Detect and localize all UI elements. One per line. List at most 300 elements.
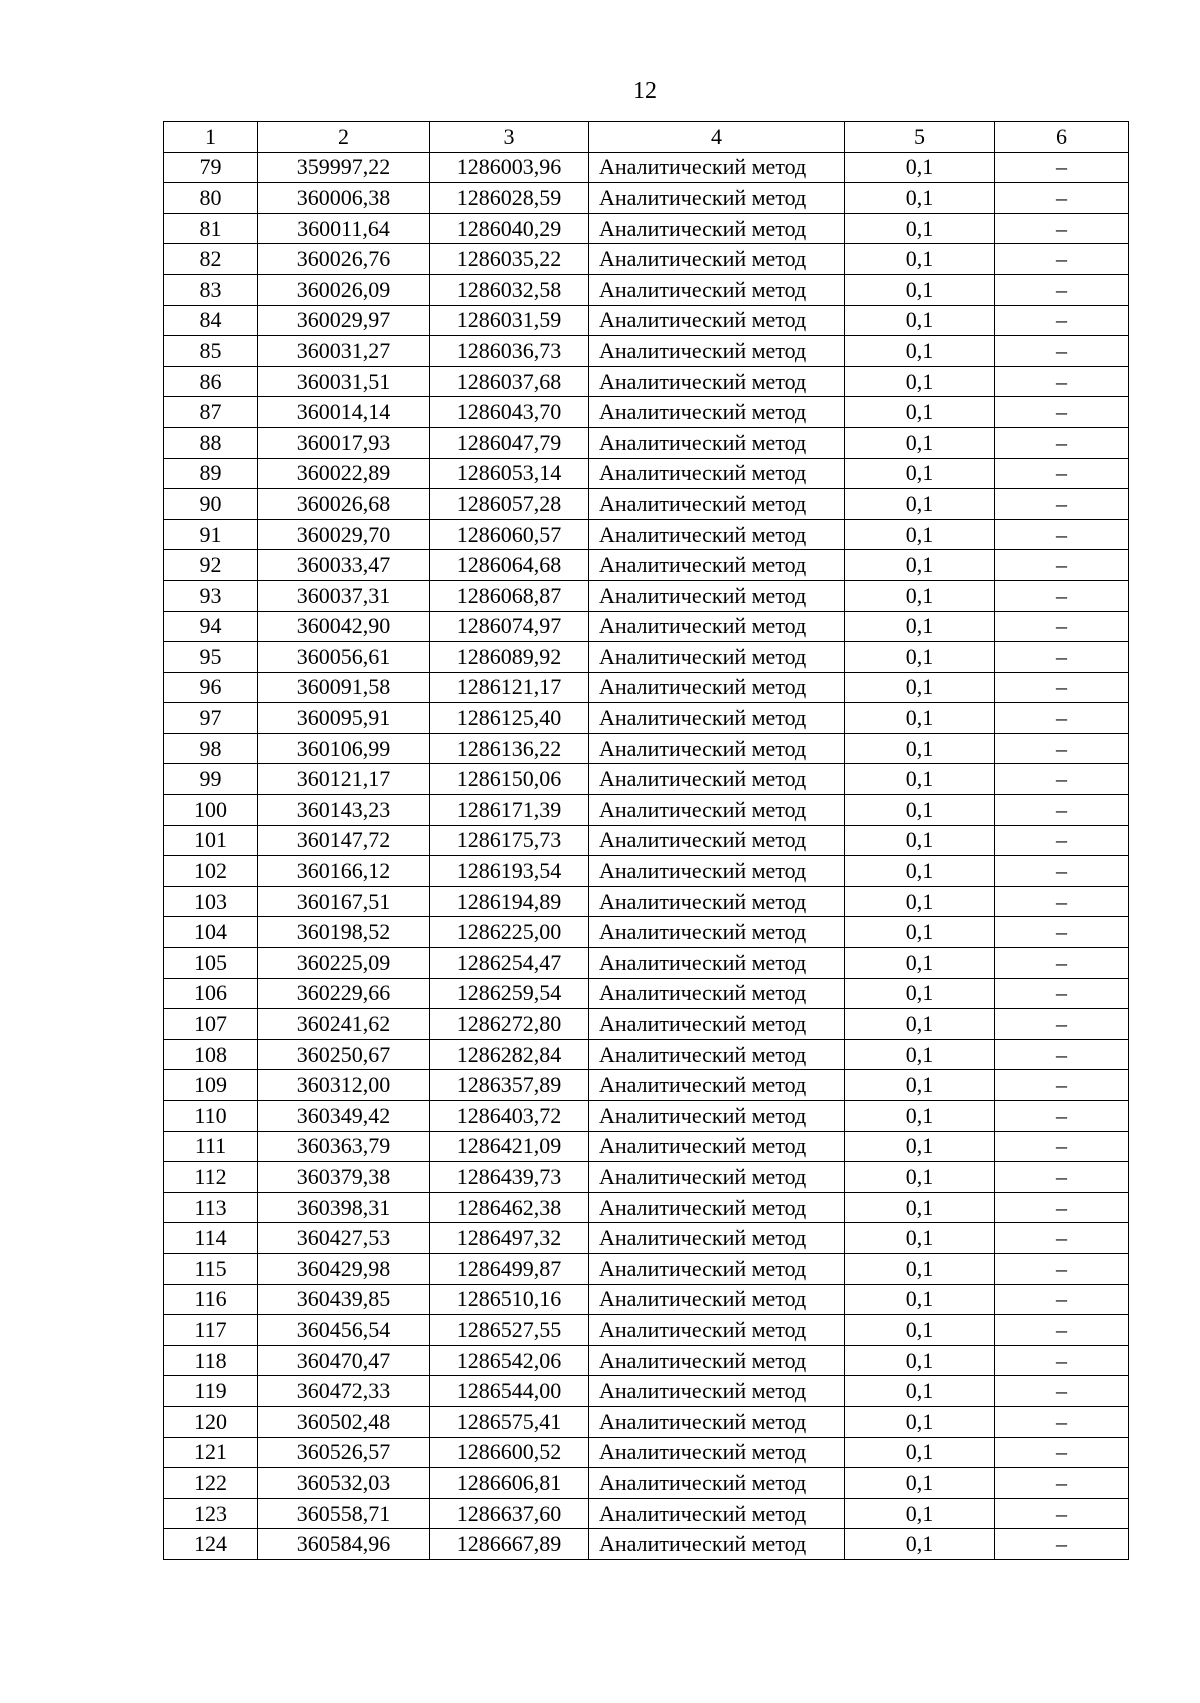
x-coordinate-cell: 360429,98 xyxy=(258,1253,430,1284)
x-coordinate-cell: 360349,42 xyxy=(258,1101,430,1132)
table-row xyxy=(164,580,1129,611)
y-coordinate-cell: 1286136,22 xyxy=(430,733,589,764)
y-coordinate-cell: 1286510,16 xyxy=(430,1284,589,1315)
point-number-cell: 110 xyxy=(164,1101,258,1132)
y-coordinate-cell: 1286606,81 xyxy=(430,1468,589,1499)
accuracy-cell: 0,1 xyxy=(845,336,995,367)
accuracy-cell: 0,1 xyxy=(845,1192,995,1223)
y-coordinate-cell: 1286194,89 xyxy=(430,886,589,917)
page-number: 12 xyxy=(633,78,657,104)
point-number-cell: 105 xyxy=(164,948,258,979)
table-row xyxy=(164,274,1129,305)
table-row xyxy=(164,1498,1129,1529)
x-coordinate-cell: 360022,89 xyxy=(258,458,430,489)
point-number-cell: 99 xyxy=(164,764,258,795)
accuracy-cell: 0,1 xyxy=(845,856,995,887)
accuracy-cell: 0,1 xyxy=(845,1039,995,1070)
method-cell: Аналитический метод xyxy=(589,672,845,703)
x-coordinate-cell: 360029,97 xyxy=(258,305,430,336)
y-coordinate-cell: 1286060,57 xyxy=(430,519,589,550)
x-coordinate-cell: 360427,53 xyxy=(258,1223,430,1254)
note-cell: – xyxy=(995,611,1129,642)
table-row xyxy=(164,1101,1129,1132)
table-row xyxy=(164,795,1129,826)
table-row xyxy=(164,886,1129,917)
accuracy-cell: 0,1 xyxy=(845,427,995,458)
accuracy-cell: 0,1 xyxy=(845,1284,995,1315)
table-row xyxy=(164,703,1129,734)
x-coordinate-cell: 360011,64 xyxy=(258,213,430,244)
accuracy-cell: 0,1 xyxy=(845,305,995,336)
y-coordinate-cell: 1286121,17 xyxy=(430,672,589,703)
x-coordinate-cell: 360031,27 xyxy=(258,336,430,367)
y-coordinate-cell: 1286497,32 xyxy=(430,1223,589,1254)
method-cell: Аналитический метод xyxy=(589,366,845,397)
method-cell: Аналитический метод xyxy=(589,397,845,428)
table-row xyxy=(164,397,1129,428)
method-cell: Аналитический метод xyxy=(589,1131,845,1162)
note-cell: – xyxy=(995,274,1129,305)
method-cell: Аналитический метод xyxy=(589,1009,845,1040)
point-number-cell: 103 xyxy=(164,886,258,917)
accuracy-cell: 0,1 xyxy=(845,213,995,244)
table-row xyxy=(164,336,1129,367)
table-row xyxy=(164,1437,1129,1468)
x-coordinate-cell: 360014,14 xyxy=(258,397,430,428)
accuracy-cell: 0,1 xyxy=(845,1529,995,1560)
accuracy-cell: 0,1 xyxy=(845,1009,995,1040)
table-row xyxy=(164,948,1129,979)
point-number-cell: 94 xyxy=(164,611,258,642)
method-cell: Аналитический метод xyxy=(589,458,845,489)
method-cell: Аналитический метод xyxy=(589,948,845,979)
x-coordinate-cell: 360363,79 xyxy=(258,1131,430,1162)
accuracy-cell: 0,1 xyxy=(845,825,995,856)
point-number-cell: 124 xyxy=(164,1529,258,1560)
table-row xyxy=(164,1468,1129,1499)
point-number-cell: 123 xyxy=(164,1498,258,1529)
y-coordinate-cell: 1286544,00 xyxy=(430,1376,589,1407)
note-cell: – xyxy=(995,519,1129,550)
x-coordinate-cell: 360037,31 xyxy=(258,580,430,611)
table-row xyxy=(164,1315,1129,1346)
y-coordinate-cell: 1286171,39 xyxy=(430,795,589,826)
x-coordinate-cell: 360229,66 xyxy=(258,978,430,1009)
x-coordinate-cell: 360502,48 xyxy=(258,1406,430,1437)
table-row xyxy=(164,489,1129,520)
table-row xyxy=(164,1223,1129,1254)
table-row xyxy=(164,764,1129,795)
accuracy-cell: 0,1 xyxy=(845,458,995,489)
table-row xyxy=(164,825,1129,856)
x-coordinate-cell: 360398,31 xyxy=(258,1192,430,1223)
table-row xyxy=(164,183,1129,214)
note-cell: – xyxy=(995,764,1129,795)
x-coordinate-cell: 360470,47 xyxy=(258,1345,430,1376)
method-cell: Аналитический метод xyxy=(589,611,845,642)
note-cell: – xyxy=(995,183,1129,214)
note-cell: – xyxy=(995,795,1129,826)
accuracy-cell: 0,1 xyxy=(845,183,995,214)
x-coordinate-cell: 360225,09 xyxy=(258,948,430,979)
point-number-cell: 111 xyxy=(164,1131,258,1162)
point-number-cell: 90 xyxy=(164,489,258,520)
note-cell: – xyxy=(995,1376,1129,1407)
accuracy-cell: 0,1 xyxy=(845,795,995,826)
accuracy-cell: 0,1 xyxy=(845,886,995,917)
note-cell: – xyxy=(995,1223,1129,1254)
point-number-cell: 120 xyxy=(164,1406,258,1437)
point-number-cell: 112 xyxy=(164,1162,258,1193)
column-header: 6 xyxy=(995,122,1129,153)
method-cell: Аналитический метод xyxy=(589,1101,845,1132)
note-cell: – xyxy=(995,244,1129,275)
point-number-cell: 92 xyxy=(164,550,258,581)
y-coordinate-cell: 1286193,54 xyxy=(430,856,589,887)
x-coordinate-cell: 360379,38 xyxy=(258,1162,430,1193)
accuracy-cell: 0,1 xyxy=(845,580,995,611)
note-cell: – xyxy=(995,672,1129,703)
note-cell: – xyxy=(995,305,1129,336)
y-coordinate-cell: 1286272,80 xyxy=(430,1009,589,1040)
accuracy-cell: 0,1 xyxy=(845,274,995,305)
y-coordinate-cell: 1286403,72 xyxy=(430,1101,589,1132)
note-cell: – xyxy=(995,1345,1129,1376)
table-row xyxy=(164,1039,1129,1070)
method-cell: Аналитический метод xyxy=(589,1039,845,1070)
point-number-cell: 89 xyxy=(164,458,258,489)
note-cell: – xyxy=(995,1101,1129,1132)
method-cell: Аналитический метод xyxy=(589,550,845,581)
x-coordinate-cell: 360031,51 xyxy=(258,366,430,397)
point-number-cell: 109 xyxy=(164,1070,258,1101)
x-coordinate-cell: 360056,61 xyxy=(258,642,430,673)
y-coordinate-cell: 1286125,40 xyxy=(430,703,589,734)
method-cell: Аналитический метод xyxy=(589,1223,845,1254)
y-coordinate-cell: 1286254,47 xyxy=(430,948,589,979)
note-cell: – xyxy=(995,642,1129,673)
note-cell: – xyxy=(995,825,1129,856)
point-number-cell: 97 xyxy=(164,703,258,734)
column-header: 4 xyxy=(589,122,845,153)
method-cell: Аналитический метод xyxy=(589,642,845,673)
accuracy-cell: 0,1 xyxy=(845,1498,995,1529)
y-coordinate-cell: 1286600,52 xyxy=(430,1437,589,1468)
note-cell: – xyxy=(995,489,1129,520)
table-row xyxy=(164,1070,1129,1101)
x-coordinate-cell: 360147,72 xyxy=(258,825,430,856)
point-number-cell: 117 xyxy=(164,1315,258,1346)
y-coordinate-cell: 1286637,60 xyxy=(430,1498,589,1529)
point-number-cell: 87 xyxy=(164,397,258,428)
table-row xyxy=(164,642,1129,673)
point-number-cell: 82 xyxy=(164,244,258,275)
method-cell: Аналитический метод xyxy=(589,764,845,795)
point-number-cell: 114 xyxy=(164,1223,258,1254)
point-number-cell: 101 xyxy=(164,825,258,856)
table-row xyxy=(164,1376,1129,1407)
note-cell: – xyxy=(995,1039,1129,1070)
method-cell: Аналитический метод xyxy=(589,1376,845,1407)
accuracy-cell: 0,1 xyxy=(845,764,995,795)
method-cell: Аналитический метод xyxy=(589,856,845,887)
note-cell: – xyxy=(995,427,1129,458)
note-cell: – xyxy=(995,580,1129,611)
note-cell: – xyxy=(995,703,1129,734)
point-number-cell: 108 xyxy=(164,1039,258,1070)
method-cell: Аналитический метод xyxy=(589,1315,845,1346)
point-number-cell: 102 xyxy=(164,856,258,887)
method-cell: Аналитический метод xyxy=(589,274,845,305)
y-coordinate-cell: 1286357,89 xyxy=(430,1070,589,1101)
x-coordinate-cell: 360584,96 xyxy=(258,1529,430,1560)
method-cell: Аналитический метод xyxy=(589,1070,845,1101)
point-number-cell: 104 xyxy=(164,917,258,948)
accuracy-cell: 0,1 xyxy=(845,1162,995,1193)
table-row xyxy=(164,458,1129,489)
method-cell: Аналитический метод xyxy=(589,917,845,948)
method-cell: Аналитический метод xyxy=(589,336,845,367)
x-coordinate-cell: 359997,22 xyxy=(258,152,430,183)
y-coordinate-cell: 1286421,09 xyxy=(430,1131,589,1162)
note-cell: – xyxy=(995,917,1129,948)
method-cell: Аналитический метод xyxy=(589,1498,845,1529)
x-coordinate-cell: 360456,54 xyxy=(258,1315,430,1346)
method-cell: Аналитический метод xyxy=(589,1284,845,1315)
accuracy-cell: 0,1 xyxy=(845,550,995,581)
table-row xyxy=(164,1162,1129,1193)
method-cell: Аналитический метод xyxy=(589,978,845,1009)
note-cell: – xyxy=(995,1315,1129,1346)
method-cell: Аналитический метод xyxy=(589,427,845,458)
accuracy-cell: 0,1 xyxy=(845,1376,995,1407)
x-coordinate-cell: 360029,70 xyxy=(258,519,430,550)
note-cell: – xyxy=(995,458,1129,489)
table-row xyxy=(164,519,1129,550)
method-cell: Аналитический метод xyxy=(589,1345,845,1376)
table-header-row xyxy=(164,122,1129,153)
accuracy-cell: 0,1 xyxy=(845,1345,995,1376)
point-number-cell: 113 xyxy=(164,1192,258,1223)
method-cell: Аналитический метод xyxy=(589,703,845,734)
note-cell: – xyxy=(995,397,1129,428)
accuracy-cell: 0,1 xyxy=(845,948,995,979)
table-row xyxy=(164,1192,1129,1223)
accuracy-cell: 0,1 xyxy=(845,1437,995,1468)
column-header: 2 xyxy=(258,122,430,153)
y-coordinate-cell: 1286225,00 xyxy=(430,917,589,948)
coordinates-table xyxy=(163,121,1129,1560)
accuracy-cell: 0,1 xyxy=(845,611,995,642)
method-cell: Аналитический метод xyxy=(589,489,845,520)
table-row xyxy=(164,733,1129,764)
point-number-cell: 98 xyxy=(164,733,258,764)
note-cell: – xyxy=(995,1284,1129,1315)
y-coordinate-cell: 1286064,68 xyxy=(430,550,589,581)
x-coordinate-cell: 360198,52 xyxy=(258,917,430,948)
point-number-cell: 115 xyxy=(164,1253,258,1284)
y-coordinate-cell: 1286439,73 xyxy=(430,1162,589,1193)
column-header: 1 xyxy=(164,122,258,153)
point-number-cell: 122 xyxy=(164,1468,258,1499)
y-coordinate-cell: 1286031,59 xyxy=(430,305,589,336)
note-cell: – xyxy=(995,978,1129,1009)
y-coordinate-cell: 1286089,92 xyxy=(430,642,589,673)
table-row xyxy=(164,427,1129,458)
table-row xyxy=(164,1406,1129,1437)
point-number-cell: 88 xyxy=(164,427,258,458)
note-cell: – xyxy=(995,1437,1129,1468)
table-row xyxy=(164,152,1129,183)
table-row xyxy=(164,1345,1129,1376)
point-number-cell: 116 xyxy=(164,1284,258,1315)
point-number-cell: 107 xyxy=(164,1009,258,1040)
note-cell: – xyxy=(995,1406,1129,1437)
note-cell: – xyxy=(995,213,1129,244)
accuracy-cell: 0,1 xyxy=(845,703,995,734)
note-cell: – xyxy=(995,886,1129,917)
x-coordinate-cell: 360472,33 xyxy=(258,1376,430,1407)
accuracy-cell: 0,1 xyxy=(845,1131,995,1162)
table-row xyxy=(164,366,1129,397)
point-number-cell: 85 xyxy=(164,336,258,367)
accuracy-cell: 0,1 xyxy=(845,978,995,1009)
note-cell: – xyxy=(995,856,1129,887)
x-coordinate-cell: 360526,57 xyxy=(258,1437,430,1468)
table-row xyxy=(164,1284,1129,1315)
point-number-cell: 83 xyxy=(164,274,258,305)
method-cell: Аналитический метод xyxy=(589,152,845,183)
accuracy-cell: 0,1 xyxy=(845,733,995,764)
y-coordinate-cell: 1286150,06 xyxy=(430,764,589,795)
y-coordinate-cell: 1286667,89 xyxy=(430,1529,589,1560)
accuracy-cell: 0,1 xyxy=(845,244,995,275)
accuracy-cell: 0,1 xyxy=(845,1315,995,1346)
note-cell: – xyxy=(995,366,1129,397)
y-coordinate-cell: 1286035,22 xyxy=(430,244,589,275)
note-cell: – xyxy=(995,1529,1129,1560)
x-coordinate-cell: 360167,51 xyxy=(258,886,430,917)
method-cell: Аналитический метод xyxy=(589,886,845,917)
note-cell: – xyxy=(995,1131,1129,1162)
table-row xyxy=(164,1009,1129,1040)
x-coordinate-cell: 360312,00 xyxy=(258,1070,430,1101)
method-cell: Аналитический метод xyxy=(589,213,845,244)
point-number-cell: 93 xyxy=(164,580,258,611)
method-cell: Аналитический метод xyxy=(589,1192,845,1223)
table-row xyxy=(164,305,1129,336)
accuracy-cell: 0,1 xyxy=(845,1406,995,1437)
accuracy-cell: 0,1 xyxy=(845,519,995,550)
note-cell: – xyxy=(995,1468,1129,1499)
note-cell: – xyxy=(995,733,1129,764)
method-cell: Аналитический метод xyxy=(589,1162,845,1193)
y-coordinate-cell: 1286053,14 xyxy=(430,458,589,489)
method-cell: Аналитический метод xyxy=(589,244,845,275)
x-coordinate-cell: 360026,68 xyxy=(258,489,430,520)
x-coordinate-cell: 360121,17 xyxy=(258,764,430,795)
method-cell: Аналитический метод xyxy=(589,1253,845,1284)
accuracy-cell: 0,1 xyxy=(845,489,995,520)
table-body xyxy=(164,152,1129,1559)
method-cell: Аналитический метод xyxy=(589,733,845,764)
y-coordinate-cell: 1286032,58 xyxy=(430,274,589,305)
accuracy-cell: 0,1 xyxy=(845,1070,995,1101)
y-coordinate-cell: 1286037,68 xyxy=(430,366,589,397)
table-row xyxy=(164,672,1129,703)
y-coordinate-cell: 1286282,84 xyxy=(430,1039,589,1070)
accuracy-cell: 0,1 xyxy=(845,642,995,673)
table-row xyxy=(164,978,1129,1009)
column-header: 3 xyxy=(430,122,589,153)
x-coordinate-cell: 360026,09 xyxy=(258,274,430,305)
y-coordinate-cell: 1286003,96 xyxy=(430,152,589,183)
x-coordinate-cell: 360091,58 xyxy=(258,672,430,703)
point-number-cell: 84 xyxy=(164,305,258,336)
method-cell: Аналитический метод xyxy=(589,305,845,336)
y-coordinate-cell: 1286040,29 xyxy=(430,213,589,244)
y-coordinate-cell: 1286043,70 xyxy=(430,397,589,428)
table-row xyxy=(164,611,1129,642)
table-row xyxy=(164,856,1129,887)
method-cell: Аналитический метод xyxy=(589,1406,845,1437)
note-cell: – xyxy=(995,1162,1129,1193)
table-row xyxy=(164,244,1129,275)
accuracy-cell: 0,1 xyxy=(845,672,995,703)
accuracy-cell: 0,1 xyxy=(845,152,995,183)
accuracy-cell: 0,1 xyxy=(845,1253,995,1284)
y-coordinate-cell: 1286462,38 xyxy=(430,1192,589,1223)
x-coordinate-cell: 360006,38 xyxy=(258,183,430,214)
method-cell: Аналитический метод xyxy=(589,519,845,550)
y-coordinate-cell: 1286057,28 xyxy=(430,489,589,520)
point-number-cell: 121 xyxy=(164,1437,258,1468)
table-row xyxy=(164,917,1129,948)
x-coordinate-cell: 360166,12 xyxy=(258,856,430,887)
note-cell: – xyxy=(995,1253,1129,1284)
point-number-cell: 91 xyxy=(164,519,258,550)
y-coordinate-cell: 1286259,54 xyxy=(430,978,589,1009)
note-cell: – xyxy=(995,336,1129,367)
x-coordinate-cell: 360532,03 xyxy=(258,1468,430,1499)
y-coordinate-cell: 1286499,87 xyxy=(430,1253,589,1284)
y-coordinate-cell: 1286175,73 xyxy=(430,825,589,856)
note-cell: – xyxy=(995,152,1129,183)
x-coordinate-cell: 360558,71 xyxy=(258,1498,430,1529)
note-cell: – xyxy=(995,1498,1129,1529)
method-cell: Аналитический метод xyxy=(589,825,845,856)
point-number-cell: 100 xyxy=(164,795,258,826)
accuracy-cell: 0,1 xyxy=(845,366,995,397)
x-coordinate-cell: 360095,91 xyxy=(258,703,430,734)
note-cell: – xyxy=(995,948,1129,979)
x-coordinate-cell: 360033,47 xyxy=(258,550,430,581)
y-coordinate-cell: 1286036,73 xyxy=(430,336,589,367)
point-number-cell: 119 xyxy=(164,1376,258,1407)
note-cell: – xyxy=(995,1009,1129,1040)
x-coordinate-cell: 360042,90 xyxy=(258,611,430,642)
method-cell: Аналитический метод xyxy=(589,1468,845,1499)
table-row xyxy=(164,1529,1129,1560)
x-coordinate-cell: 360250,67 xyxy=(258,1039,430,1070)
method-cell: Аналитический метод xyxy=(589,183,845,214)
accuracy-cell: 0,1 xyxy=(845,1101,995,1132)
accuracy-cell: 0,1 xyxy=(845,1223,995,1254)
point-number-cell: 80 xyxy=(164,183,258,214)
column-header: 5 xyxy=(845,122,995,153)
method-cell: Аналитический метод xyxy=(589,580,845,611)
x-coordinate-cell: 360439,85 xyxy=(258,1284,430,1315)
